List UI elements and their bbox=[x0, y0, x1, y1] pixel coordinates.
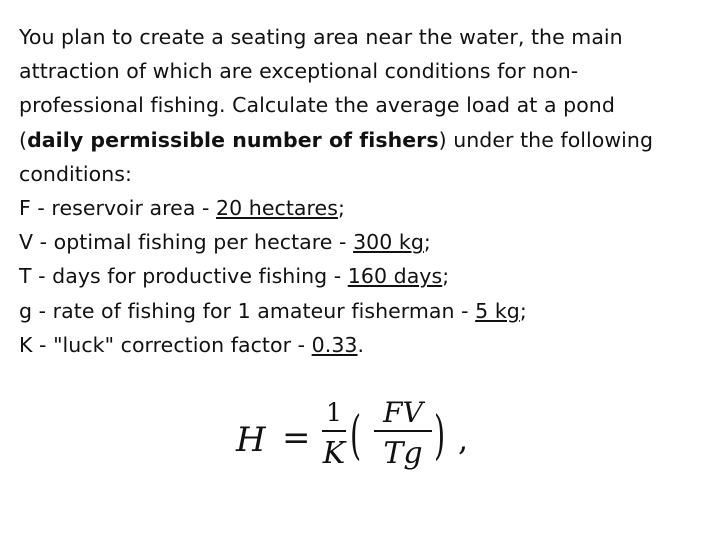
condition-value: 0.33 bbox=[311, 332, 358, 357]
fraction-denominator: Tg bbox=[383, 436, 423, 471]
condition-suffix: ; bbox=[519, 298, 527, 323]
intro-line-5: conditions: bbox=[19, 161, 132, 186]
intro-line-3: professional fishing. Calculate the average load at a pond bbox=[19, 93, 615, 118]
load-formula bbox=[236, 398, 476, 488]
condition-t bbox=[19, 259, 704, 293]
condition-value: 20 hectares bbox=[216, 196, 338, 221]
formula-fraction-fv-over-tg bbox=[374, 398, 432, 473]
condition-label: K - "luck" correction factor - bbox=[19, 332, 312, 357]
condition-suffix: ; bbox=[442, 264, 450, 289]
fraction-bar bbox=[322, 430, 346, 432]
condition-k bbox=[19, 328, 704, 362]
formula-close-paren: ) bbox=[434, 406, 446, 466]
condition-v bbox=[19, 225, 704, 259]
condition-value: 300 kg bbox=[353, 230, 424, 255]
condition-suffix: ; bbox=[337, 196, 345, 221]
intro-bold-phrase: daily permissible number of fishers bbox=[27, 127, 439, 152]
condition-f bbox=[19, 191, 704, 225]
formula-fraction-one-over-k bbox=[322, 398, 346, 473]
intro-line-4-rest: ) under the following bbox=[438, 127, 654, 152]
condition-label: V - optimal fishing per hectare - bbox=[19, 230, 354, 255]
condition-label: F - reservoir area - bbox=[19, 196, 217, 221]
condition-value: 160 days bbox=[347, 264, 443, 289]
formula-comma: , bbox=[458, 420, 469, 458]
formula-open-paren: ( bbox=[350, 406, 362, 466]
condition-label: g - rate of fishing for 1 amateur fisherman - bbox=[19, 298, 476, 323]
intro-line-1: You plan to create a seating area near the water, the main bbox=[19, 25, 623, 49]
condition-value: 5 kg bbox=[475, 298, 520, 323]
problem-text bbox=[19, 20, 704, 362]
fraction-numerator: FV bbox=[383, 396, 423, 429]
intro-line-4 bbox=[19, 123, 704, 157]
intro-line-2: attraction of which are exceptional conditions for non- bbox=[19, 59, 579, 84]
condition-label: T - days for productive fishing - bbox=[19, 264, 348, 289]
condition-suffix: . bbox=[357, 332, 365, 357]
intro-open-paren: ( bbox=[19, 127, 28, 152]
condition-suffix: ; bbox=[423, 230, 431, 255]
condition-g bbox=[19, 294, 704, 328]
formula-lhs: H bbox=[236, 420, 266, 460]
formula-equals: = bbox=[282, 418, 311, 458]
fraction-numerator: 1 bbox=[326, 398, 342, 427]
fraction-denominator: K bbox=[322, 436, 346, 471]
fraction-bar bbox=[374, 430, 432, 432]
